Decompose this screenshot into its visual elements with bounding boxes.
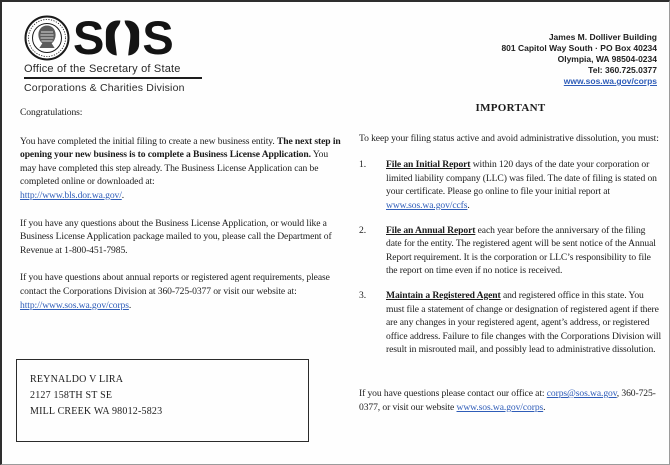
logo-org-line: Office of the Secretary of State: [24, 63, 181, 75]
registered-agent-body: and registered office in this state. You must file a statement of change or designation of registered agent if there are any changes in your registered agent, agent’s address, or registered office address. Failure to file changes with the Corporations Division will result in misrouted mail, and possibly lead to administrative dissolution.: [386, 289, 662, 356]
intro-text-2: You may have completed this step already. The Business License Application can be completed online or downloaded at:: [20, 149, 329, 188]
header-website-link[interactable]: www.sos.wa.gov/corps: [563, 76, 657, 86]
intro-bold-text: The next step in opening your new business is to complete a Business License Application.: [20, 135, 341, 161]
registered-agent-lead: Maintain a Registered Agent: [386, 289, 501, 301]
annual-report-lead: File an Annual Report: [386, 224, 476, 236]
intro-text-1: You have completed the initial filing to create a new business entity.: [20, 135, 277, 147]
recipient-street: 2127 158TH ST SE: [30, 390, 113, 401]
sos-wordmark: [24, 11, 254, 64]
address-line-city: Olympia, WA 98504-0234: [557, 54, 657, 64]
important-heading: IMPORTANT: [475, 102, 546, 114]
initial-report-lead: File an Initial Report: [386, 159, 471, 171]
corps-website-link[interactable]: http://www.sos.wa.gov/corps: [20, 299, 129, 311]
initial-report-body: within 120 days of the date your corporation or limited liability company (LLC) was filed. The date of filing is stated on your certificate. Please go online to file your initial report at: [386, 159, 657, 198]
header-address: [387, 32, 657, 87]
item-number: 2.: [359, 224, 366, 236]
corps-text: If you have questions about annual reports or registered agent requirements, please contact the Corporations Division at 360-725-0377 or visit our website at:: [20, 272, 330, 297]
logo-divider: [24, 77, 202, 79]
list-item-registered-agent: [359, 289, 662, 357]
corps-period: .: [128, 299, 132, 311]
washington-state-seal-icon: [24, 15, 70, 61]
address-line-building: James M. Dolliver Building: [548, 32, 657, 42]
capitol-dome-icon: [105, 17, 140, 59]
initial-report-period: .: [467, 199, 470, 211]
sos-logo: [24, 11, 254, 94]
footer-contact: [359, 387, 662, 414]
sos-letter-s2: S: [142, 11, 173, 64]
list-item-initial-report: [359, 158, 662, 212]
sos-letter-s1: S: [73, 11, 104, 64]
item-number: 3.: [359, 289, 366, 301]
business-license-link[interactable]: http://www.bls.dor.wa.gov/: [20, 189, 122, 201]
salutation: Congratulations:: [20, 107, 83, 118]
item-text: [386, 224, 662, 278]
item-text: [386, 158, 662, 212]
list-item-annual-report: [359, 224, 662, 278]
left-column: [20, 106, 346, 326]
address-line-street: 801 Capitol Way South · PO Box 40234: [501, 43, 657, 53]
footer-text-2: , 360-725-0377, or visit our website: [359, 388, 656, 413]
logo-division-line: Corporations & Charities Division: [24, 82, 185, 94]
right-column: [359, 102, 662, 368]
annual-report-body: each year before the anniversary of the filing date for the entity. The registered agent will be sent notice of the Annual Report requirement. It is the corporation or LLC’s responsibility to file the report on time even if no notice is received.: [386, 224, 656, 277]
important-intro: To keep your filing status active and avoid administrative dissolution, you must:: [359, 132, 659, 144]
footer-text-1: If you have questions please contact our office at:: [359, 388, 547, 399]
recipient-name: REYNALDO V LIRA: [30, 374, 124, 385]
item-number: 1.: [359, 159, 366, 171]
ccfs-link[interactable]: www.sos.wa.gov/ccfs: [386, 199, 468, 211]
recipient-city: MILL CREEK WA 98012-5823: [30, 406, 163, 417]
footer-period: .: [543, 401, 546, 413]
corps-email-link[interactable]: corps@sos.wa.gov: [546, 388, 617, 399]
recipient-address-box: [16, 359, 309, 442]
footer-website-link[interactable]: www.sos.wa.gov/corps: [456, 401, 544, 413]
item-text: [386, 289, 662, 357]
dor-paragraph: If you have any questions about the Business License Application, or would like a Business License Application package mailed to you, please call the Department of Revenue at 1-800-451-7985.: [20, 217, 332, 256]
intro-paragraph: [20, 135, 346, 203]
corps-paragraph: [20, 271, 346, 312]
address-line-phone: Tel: 360.725.0377: [588, 65, 657, 75]
intro-period: .: [121, 189, 125, 201]
